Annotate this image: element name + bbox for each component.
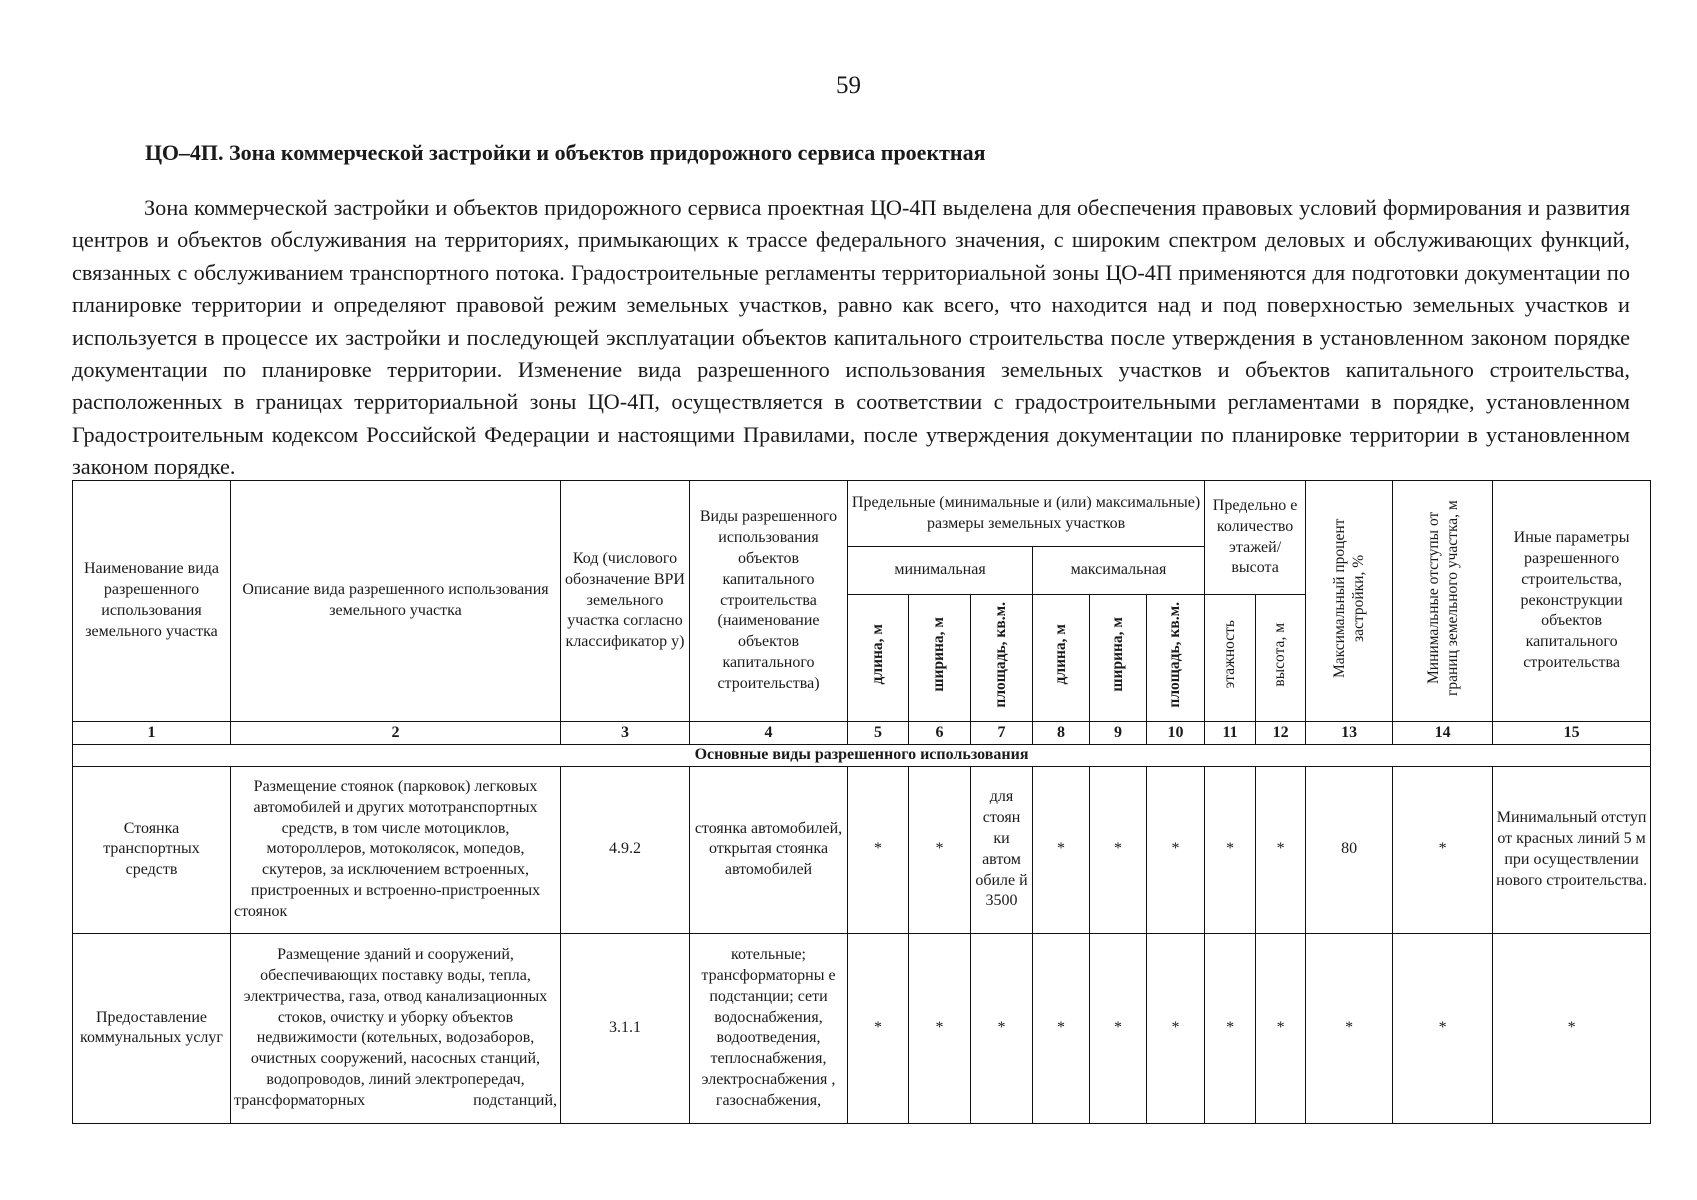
header-max-width: ширина, м xyxy=(1090,595,1147,722)
column-number: 2 xyxy=(231,722,561,745)
row-cell: * xyxy=(909,766,971,933)
table-row xyxy=(73,766,1651,933)
row-other-params: Минимальный отступ от красных линий 5 м при осуществлении нового строительства. xyxy=(1493,766,1651,933)
row-cell: * xyxy=(1205,933,1256,1123)
row-cell: * xyxy=(848,933,909,1123)
row-description: Размещение стоянок (парковок) легковых автомобилей и других мототранспортных средств, в том числе мотоциклов, мотороллеров, мотоколясок, мопедов, скутеров, за исключением встроенных, пристроенных и встроенно-пристроенных стоянок xyxy=(231,766,561,933)
header-code: Код (числового обозначение ВРИ земельного участка согласно классификатор у) xyxy=(561,481,690,722)
column-number: 11 xyxy=(1205,722,1256,745)
regulations-table xyxy=(72,480,1651,1124)
row-kinds: стоянка автомобилей, открытая стоянка автомобилей xyxy=(690,766,848,933)
column-number: 4 xyxy=(690,722,848,745)
header-floors-group: Предельно е количество этажей/ высота xyxy=(1205,481,1306,595)
intro-paragraph: Зона коммерческой застройки и объектов придорожного сервиса проектная ЦО-4П выделена для обеспечения правовых условий формирования и развития центров и объектов обслуживания на территориях, примыкающих к трассе федерального значения, с широким спектром деловых и обслуживающих функций, связанных с обслуживанием транспортного потока. Градостроительные регламенты территориальной зоны ЦО-4П применяются для подготовки документации по планировке территории и определяют правовой режим земельных участков, равно как всего, что находится над и под поверхностью земельных участков и используется в процессе их застройки и последующей эксплуатации объектов капитального строительства после утверждения в установленном законом порядке документации по планировке территории. Изменение вида разрешенного использования земельных участков и объектов капитального строительства, расположенных в границах территориальной зоны ЦО-4П, осуществляется в соответствии с градостроительными регламентами в порядке, установленном Градостроительным кодексом Российской Федерации и настоящими Правилами, после утверждения документации по планировке территории в установленном законом порядке. xyxy=(72,195,1630,480)
page-number: 59 xyxy=(836,72,861,99)
header-name: Наименование вида разрешенного использования земельного участка xyxy=(73,481,231,722)
row-cell: * xyxy=(1090,933,1147,1123)
header-min-setback: Минимальные отступы от границ земельного участка, м xyxy=(1393,481,1493,722)
row-cell: * xyxy=(848,766,909,933)
section-title: Основные виды разрешенного использования xyxy=(73,745,1651,767)
column-number: 5 xyxy=(848,722,909,745)
row-cell: * xyxy=(1256,933,1306,1123)
header-row-1 xyxy=(73,481,1651,547)
row-cell: * xyxy=(1393,766,1493,933)
section-heading: ЦО–4П. Зона коммерческой застройки и объектов придорожного сервиса проектная xyxy=(145,140,986,165)
row-other-params: * xyxy=(1493,933,1651,1123)
header-other-params: Иные параметры разрешенного строительства, реконструкции объектов капитального строительства xyxy=(1493,481,1651,722)
column-number: 1 xyxy=(73,722,231,745)
row-cell: * xyxy=(1393,933,1493,1123)
column-number: 3 xyxy=(561,722,690,745)
row-cell: * xyxy=(1033,766,1090,933)
row-cell: * xyxy=(1306,933,1393,1123)
row-cell: * xyxy=(909,933,971,1123)
row-cell: * xyxy=(1256,766,1306,933)
row-name: Предоставление коммунальных услуг xyxy=(73,933,231,1123)
row-code: 3.1.1 xyxy=(561,933,690,1123)
column-numbers-row xyxy=(73,722,1651,745)
column-number: 13 xyxy=(1306,722,1393,745)
header-plot-limits: Предельные (минимальные и (или) максимальные) размеры земельных участков xyxy=(848,481,1205,547)
table-row xyxy=(73,933,1651,1123)
row-cell: 80 xyxy=(1306,766,1393,933)
row-cell: * xyxy=(971,933,1033,1123)
header-min: минимальная xyxy=(848,547,1033,595)
row-kinds: котельные; трансформаторны е подстанции; сети водоснабжения, водоотведения, теплоснабжения, электроснабжения , газоснабжения, xyxy=(690,933,848,1123)
header-kinds: Виды разрешенного использования объектов капитального строительства (наименование объектов капитального строительства) xyxy=(690,481,848,722)
header-min-length: длина, м xyxy=(848,595,909,722)
column-number: 9 xyxy=(1090,722,1147,745)
row-cell: для стоян ки автом обиле й 3500 xyxy=(971,766,1033,933)
column-number: 6 xyxy=(909,722,971,745)
header-max-length: длина, м xyxy=(1033,595,1090,722)
header-min-area: площадь, кв.м. xyxy=(971,595,1033,722)
header-height: высота, м xyxy=(1256,595,1306,722)
header-max: максимальная xyxy=(1033,547,1205,595)
header-max-area: площадь, кв.м. xyxy=(1147,595,1205,722)
column-number: 8 xyxy=(1033,722,1090,745)
column-number: 15 xyxy=(1493,722,1651,745)
row-cell: * xyxy=(1033,933,1090,1123)
header-floors: этажность xyxy=(1205,595,1256,722)
row-name: Стоянка транспортных средств xyxy=(73,766,231,933)
row-cell: * xyxy=(1205,766,1256,933)
header-max-percent: Максимальный процент застройки, % xyxy=(1306,481,1393,722)
row-cell: * xyxy=(1147,766,1205,933)
row-description: Размещение зданий и сооружений, обеспечивающих поставку воды, тепла, электричества, газа, отвод канализационных стоков, очистку и уборку объектов недвижимости (котельных, водозаборов, очистных сооружений, насосных станций, водопроводов, линий электропередач, трансформаторных подстанций, xyxy=(231,933,561,1123)
section-row xyxy=(73,745,1651,767)
column-number: 12 xyxy=(1256,722,1306,745)
column-number: 14 xyxy=(1393,722,1493,745)
column-number: 7 xyxy=(971,722,1033,745)
row-cell: * xyxy=(1147,933,1205,1123)
header-description: Описание вида разрешенного использования земельного участка xyxy=(231,481,561,722)
row-cell: * xyxy=(1090,766,1147,933)
header-min-width: ширина, м xyxy=(909,595,971,722)
row-code: 4.9.2 xyxy=(561,766,690,933)
column-number: 10 xyxy=(1147,722,1205,745)
